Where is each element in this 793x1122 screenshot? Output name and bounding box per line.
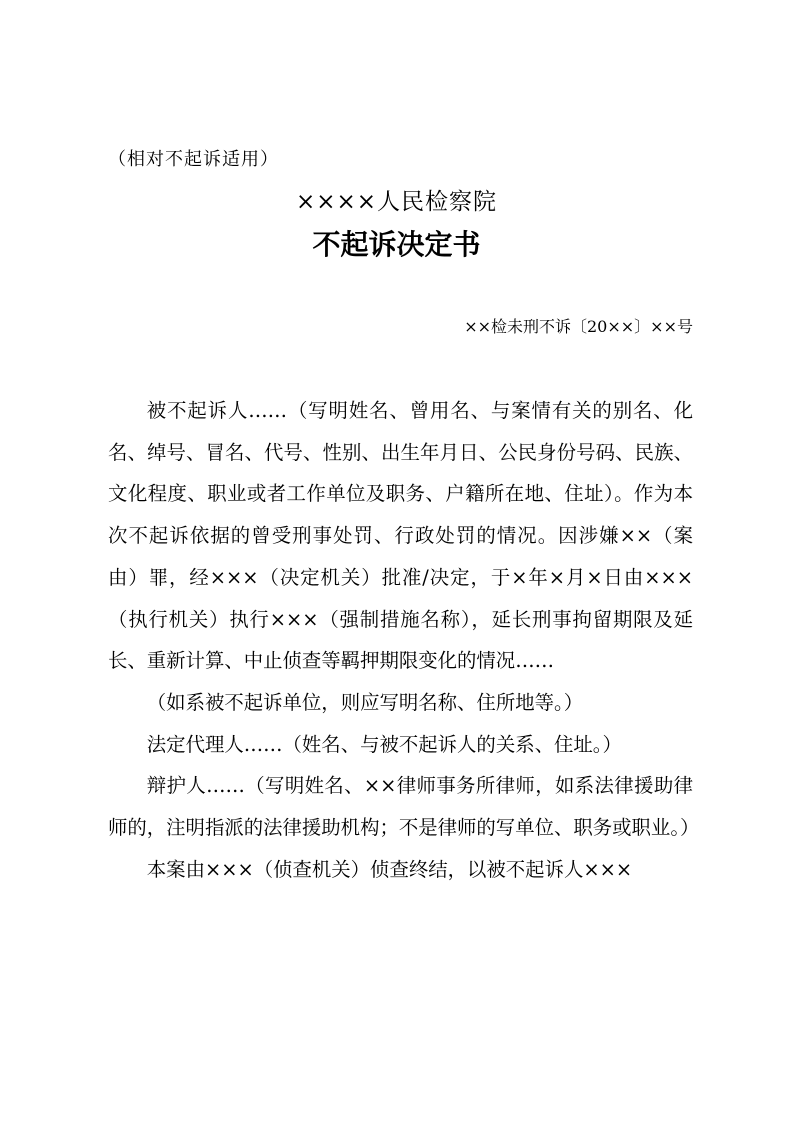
unit-note-paragraph: （如系被不起诉单位，则应写明名称、住所地等。）	[146, 690, 584, 714]
document-title: 不起诉决定书	[312, 228, 481, 261]
defendant-paragraph: 被不起诉人……（写明姓名、曾用名、与案情有关的别名、化名、绰号、冒名、代号、性别、出生年月日、公民身份号码、民族、文化程度、职业或者工作单位及职务、户籍所在地、住址）。作为本次不起诉依据的曾受刑事处罚、行政处罚的情况。因涉嫌××（案由）罪，经×××（决定机关）批准/决定，于×年×月×日由×××（执行机关）执行×××（强制措施名称），延长刑事拘留期限及延长、重新计算、中止侦查等羁押期限变化的情况……	[108, 399, 693, 673]
document-number: ××检未刑不诉〔20××〕××号	[464, 317, 693, 336]
case-origin-paragraph: 本案由×××（侦查机关）侦查终结，以被不起诉人×××	[146, 857, 633, 881]
applicability-note: （相对不起诉适用）	[108, 149, 279, 170]
document-body	[108, 390, 700, 890]
defender-paragraph: 辩护人……（写明姓名、××律师事务所律师，如系法律援助律师的，注明指派的法律援助机构；不是律师的写单位、职务或职业。）	[108, 774, 700, 840]
procuratorate-name: ××××人民检察院	[295, 189, 498, 215]
legal-representative-paragraph: 法定代理人……（姓名、与被不起诉人的关系、住址。）	[146, 732, 622, 756]
